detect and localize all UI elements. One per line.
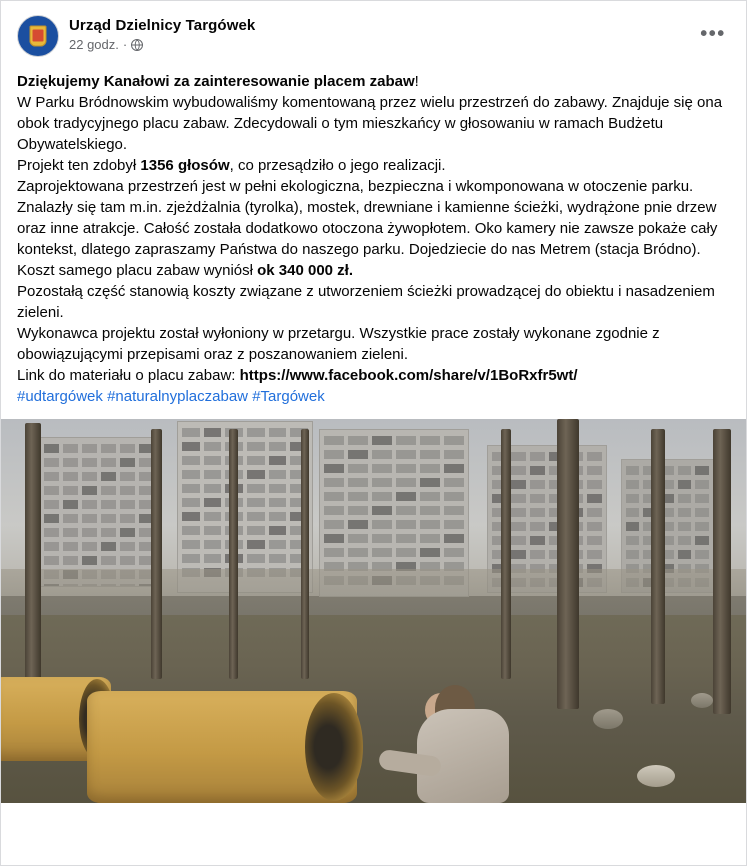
- window: [204, 442, 222, 451]
- window: [372, 506, 392, 515]
- window: [204, 540, 222, 549]
- paragraph-text: , co przesądziło o jego realizacji.: [229, 157, 446, 174]
- window: [626, 508, 639, 517]
- window: [444, 464, 464, 473]
- window: [444, 492, 464, 501]
- emphasis-text: ok 340 000 zł.: [257, 262, 354, 279]
- window: [626, 466, 639, 475]
- window: [204, 456, 222, 465]
- window: [348, 534, 368, 543]
- window: [204, 498, 222, 507]
- window: [269, 428, 287, 437]
- window: [44, 528, 59, 537]
- tree-trunk: [557, 419, 579, 709]
- window: [120, 542, 135, 551]
- window: [120, 514, 135, 523]
- window: [678, 550, 691, 559]
- window: [44, 444, 59, 453]
- window: [101, 500, 116, 509]
- window: [247, 428, 265, 437]
- window: [101, 486, 116, 495]
- window: [511, 466, 526, 475]
- window: [44, 500, 59, 509]
- window: [587, 452, 602, 461]
- window: [530, 480, 545, 489]
- window: [420, 478, 440, 487]
- paragraph-text: W Parku Bródnowskim wybudowaliśmy komentowaną przez wielu przestrzeń do zabawy. Znajduje się ona obok tradycyjnego placu zabaw. Zdecydowali o tym mieszkańcy w głosowaniu w ramach Budżetu Obywatelskiego.: [17, 94, 723, 153]
- window: [678, 536, 691, 545]
- window: [396, 534, 416, 543]
- window: [695, 494, 708, 503]
- post-paragraph: [17, 71, 730, 92]
- post-paragraph-with-link: [17, 365, 730, 386]
- window: [269, 526, 287, 535]
- window: [444, 506, 464, 515]
- window: [182, 456, 200, 465]
- window: [420, 464, 440, 473]
- window: [324, 492, 344, 501]
- post-paragraph: [17, 281, 730, 323]
- post-paragraph: [17, 323, 730, 365]
- window: [82, 444, 97, 453]
- window: [82, 514, 97, 523]
- globe-icon[interactable]: [131, 39, 143, 51]
- window: [587, 466, 602, 475]
- window: [324, 478, 344, 487]
- window: [396, 548, 416, 557]
- tree-trunk: [651, 429, 665, 704]
- window: [247, 484, 265, 493]
- window: [120, 444, 135, 453]
- paragraph-text: Koszt samego placu zabaw wyniósł: [17, 262, 258, 279]
- person-crouching: [405, 675, 525, 803]
- window: [120, 500, 135, 509]
- post-photo[interactable]: [1, 419, 746, 803]
- tree-trunk: [25, 423, 41, 691]
- emphasis-text: 1356 głosów: [140, 157, 230, 174]
- window: [44, 514, 59, 523]
- window: [695, 550, 708, 559]
- stone: [593, 709, 623, 729]
- window: [678, 466, 691, 475]
- window: [396, 436, 416, 445]
- window: [587, 550, 602, 559]
- window: [182, 498, 200, 507]
- window: [120, 556, 135, 565]
- window: [63, 472, 78, 481]
- window: [247, 540, 265, 549]
- window: [82, 500, 97, 509]
- window: [44, 458, 59, 467]
- window: [626, 494, 639, 503]
- window: [324, 534, 344, 543]
- window: [324, 520, 344, 529]
- apartment-building: [177, 421, 313, 593]
- coat-of-arms-icon: [30, 26, 47, 47]
- window: [530, 466, 545, 475]
- emphasis-text: Dziękujemy Kanałowi za zainteresowanie placem zabaw: [17, 73, 415, 90]
- window: [678, 480, 691, 489]
- window: [348, 436, 368, 445]
- window: [372, 534, 392, 543]
- window: [348, 478, 368, 487]
- stone: [637, 765, 675, 787]
- window: [372, 436, 392, 445]
- window: [530, 522, 545, 531]
- window: [120, 486, 135, 495]
- avatar[interactable]: [17, 15, 59, 57]
- window: [396, 492, 416, 501]
- window: [420, 534, 440, 543]
- tree-trunk: [301, 429, 309, 679]
- window: [44, 472, 59, 481]
- window: [372, 548, 392, 557]
- window: [101, 528, 116, 537]
- window: [420, 436, 440, 445]
- post-paragraph: [17, 155, 730, 176]
- window: [626, 550, 639, 559]
- window: [269, 442, 287, 451]
- window: [63, 556, 78, 565]
- window: [82, 528, 97, 537]
- window: [420, 492, 440, 501]
- window: [511, 536, 526, 545]
- window: [511, 480, 526, 489]
- window: [101, 444, 116, 453]
- window: [626, 536, 639, 545]
- window: [82, 542, 97, 551]
- tree-trunk: [501, 429, 511, 679]
- window: [587, 522, 602, 531]
- window: [182, 512, 200, 521]
- window: [695, 466, 708, 475]
- stone: [691, 693, 713, 708]
- tree-trunk: [713, 429, 731, 714]
- window: [204, 554, 222, 563]
- emphasis-text: https://www.facebook.com/share/v/1BoRxfr5wt/: [239, 367, 578, 384]
- window: [269, 456, 287, 465]
- post-paragraph: [17, 260, 730, 281]
- window: [182, 540, 200, 549]
- window: [269, 512, 287, 521]
- window: [695, 480, 708, 489]
- window: [444, 436, 464, 445]
- window: [530, 508, 545, 517]
- window: [444, 478, 464, 487]
- window: [82, 472, 97, 481]
- window: [269, 554, 287, 563]
- window: [348, 492, 368, 501]
- tree-trunk: [151, 429, 162, 679]
- window: [269, 498, 287, 507]
- window: [626, 480, 639, 489]
- window: [247, 512, 265, 521]
- window: [247, 442, 265, 451]
- page-name[interactable]: Urząd Dzielnicy Targówek: [69, 17, 256, 34]
- window: [182, 428, 200, 437]
- window: [348, 450, 368, 459]
- window: [44, 556, 59, 565]
- window: [63, 444, 78, 453]
- window: [182, 442, 200, 451]
- window: [247, 554, 265, 563]
- window: [587, 536, 602, 545]
- hashtag-link[interactable]: #Targówek: [252, 388, 325, 405]
- window: [324, 506, 344, 515]
- post-meta: [69, 37, 696, 53]
- post-timestamp[interactable]: 22 godz.: [69, 37, 119, 52]
- window: [511, 452, 526, 461]
- window: [511, 494, 526, 503]
- window: [182, 526, 200, 535]
- hashtag-row[interactable]: [17, 386, 730, 407]
- window: [120, 472, 135, 481]
- window: [120, 528, 135, 537]
- window: [63, 486, 78, 495]
- window: [204, 470, 222, 479]
- window: [695, 522, 708, 531]
- window: [247, 526, 265, 535]
- window: [372, 450, 392, 459]
- window: [396, 478, 416, 487]
- window: [82, 458, 97, 467]
- window: [324, 464, 344, 473]
- window: [63, 514, 78, 523]
- window: [120, 458, 135, 467]
- window: [348, 548, 368, 557]
- window: [269, 484, 287, 493]
- window: [44, 486, 59, 495]
- window: [182, 484, 200, 493]
- window: [372, 492, 392, 501]
- window: [182, 470, 200, 479]
- window: [396, 464, 416, 473]
- paragraph-text: Projekt ten zdobył: [17, 157, 141, 174]
- window: [82, 556, 97, 565]
- paragraph-text: Pozostałą część stanowią koszty związane z utworzeniem ścieżki prowadzącej do obiektu i nasadzeniem zieleni.: [17, 283, 715, 321]
- window: [182, 554, 200, 563]
- window: [324, 548, 344, 557]
- window: [695, 508, 708, 517]
- window: [204, 484, 222, 493]
- window: [530, 494, 545, 503]
- window: [511, 508, 526, 517]
- window: [396, 450, 416, 459]
- window: [530, 536, 545, 545]
- paragraph-text: Zaprojektowana przestrzeń jest w pełni ekologiczna, bezpieczna i wkomponowana w otoczenie parku. Znalazły się tam m.in. zjeżdżalnia (tyrolka), mostek, drewniane i kamienne ścieżki, wydrążone pnie drzew oraz inne atrakcje. Całość została dodatkowo otoczona żywopłotem. Oko kamery nie zawsze pokaże cały kontekst, dlatego zapraszamy Państwa do naszego parku. Dojedziecie do nas Metrem (stacja Bródno).: [17, 178, 718, 258]
- window: [247, 456, 265, 465]
- window-grid: [182, 428, 308, 588]
- window: [247, 498, 265, 507]
- window: [444, 534, 464, 543]
- window: [348, 464, 368, 473]
- window: [101, 556, 116, 565]
- post-header-text: [69, 15, 696, 53]
- window-grid: [44, 444, 154, 582]
- post-header: [1, 1, 746, 63]
- window: [101, 458, 116, 467]
- window: [101, 472, 116, 481]
- window: [678, 494, 691, 503]
- window: [444, 520, 464, 529]
- window: [101, 514, 116, 523]
- window: [420, 520, 440, 529]
- window: [626, 522, 639, 531]
- window: [695, 536, 708, 545]
- window: [63, 458, 78, 467]
- hollow-log-large: [87, 691, 357, 803]
- window: [530, 550, 545, 559]
- hashtag-link[interactable]: #udtargówek: [17, 388, 103, 405]
- window: [247, 470, 265, 479]
- hashtag-link[interactable]: #naturalnyplaczabaw: [107, 388, 249, 405]
- window: [587, 494, 602, 503]
- window: [678, 522, 691, 531]
- window: [269, 470, 287, 479]
- window: [269, 540, 287, 549]
- window: [63, 500, 78, 509]
- window: [204, 428, 222, 437]
- tree-trunk: [229, 429, 238, 679]
- window: [587, 480, 602, 489]
- window: [530, 452, 545, 461]
- window: [63, 542, 78, 551]
- more-options-button[interactable]: •••: [700, 23, 726, 45]
- window: [372, 464, 392, 473]
- window: [372, 478, 392, 487]
- meta-separator: ·: [122, 37, 128, 52]
- window: [324, 450, 344, 459]
- window: [348, 506, 368, 515]
- window: [82, 486, 97, 495]
- window: [678, 508, 691, 517]
- apartment-building: [39, 437, 159, 587]
- window: [444, 548, 464, 557]
- window: [587, 508, 602, 517]
- window: [44, 542, 59, 551]
- window: [511, 522, 526, 531]
- window: [348, 520, 368, 529]
- post-paragraph: [17, 92, 730, 155]
- window: [324, 436, 344, 445]
- window: [101, 542, 116, 551]
- window: [420, 548, 440, 557]
- paragraph-text: Link do materiału o placu zabaw:: [17, 367, 240, 384]
- post-paragraph: [17, 176, 730, 260]
- post-body: [1, 63, 746, 419]
- paragraph-text: !: [414, 73, 419, 90]
- window: [396, 520, 416, 529]
- window: [444, 450, 464, 459]
- window: [204, 526, 222, 535]
- paragraph-text: Wykonawca projektu został wyłoniony w przetargu. Wszystkie prace zostały wykonane zgodnie z obowiązującymi przepisami oraz z poszanowaniem zieleni.: [17, 325, 660, 363]
- window: [511, 550, 526, 559]
- window: [204, 512, 222, 521]
- window: [372, 520, 392, 529]
- window: [396, 506, 416, 515]
- window: [420, 506, 440, 515]
- window: [420, 450, 440, 459]
- window: [63, 528, 78, 537]
